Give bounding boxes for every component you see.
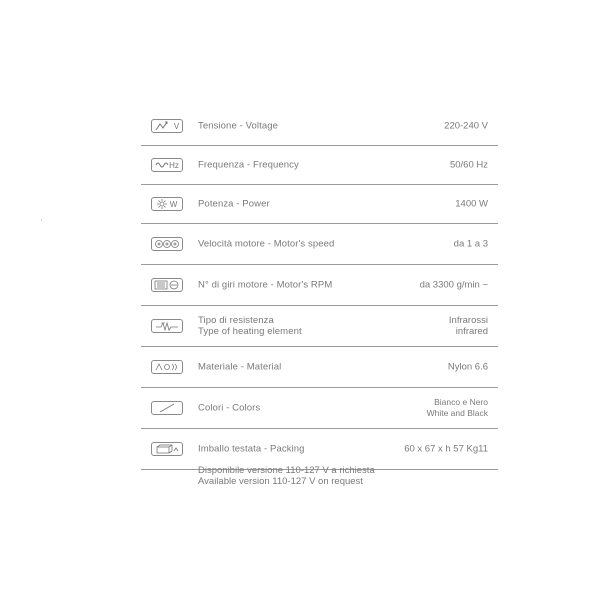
spec-value	[449, 315, 488, 337]
spec-value-line: Infrarossi	[448, 315, 488, 326]
spec-label	[198, 315, 302, 337]
frequency-icon: Hz	[151, 158, 183, 172]
spec-value-line: White and Black	[426, 408, 488, 418]
spec-value: 220-240 V	[444, 120, 488, 132]
spec-label: Materiale - Material	[198, 361, 282, 373]
spec-value	[427, 397, 488, 419]
spec-row-motor-rpm	[141, 265, 498, 306]
spec-row-heating-element	[141, 306, 498, 347]
spec-row-motor-speed	[141, 224, 498, 265]
spec-row-power	[141, 185, 498, 224]
spec-row-voltage	[141, 107, 498, 146]
spec-label: Tensione - Voltage	[198, 120, 278, 132]
packing-icon	[151, 442, 183, 456]
note-line-italian: Disponibile versione 110-127 V a richiesta	[198, 465, 375, 476]
spec-label: Frequenza - Frequency	[198, 159, 299, 171]
availability-note	[198, 465, 375, 487]
motor-rpm-icon	[151, 278, 183, 292]
spec-row-packing	[141, 429, 498, 470]
spec-row-material	[141, 347, 498, 388]
spec-label: Potenza - Power	[198, 198, 270, 210]
spec-value-line: Bianco e Nero	[434, 397, 488, 407]
spec-row-colors	[141, 388, 498, 429]
spec-value: 1400 W	[455, 198, 488, 210]
material-icon	[151, 360, 183, 374]
spec-value: 60 x 67 x h 57 Kg11	[404, 443, 488, 455]
spec-value: da 3300 g/min ~	[419, 279, 488, 291]
spec-value: Nylon 6.6	[447, 361, 488, 373]
spec-label-line: Type of heating element	[198, 326, 302, 337]
heating-element-icon	[151, 319, 183, 333]
motor-speed-icon	[151, 237, 183, 251]
spec-label-line: Tipo di resistenza	[198, 315, 274, 326]
voltage-icon: V	[151, 119, 183, 133]
spec-value: 50/60 Hz	[449, 159, 488, 171]
spec-label: Colori - Colors	[198, 402, 261, 414]
colors-icon	[151, 401, 183, 415]
power-icon: W	[151, 197, 183, 211]
spec-value-line: infrared	[455, 326, 488, 337]
spec-label: N° di giri motore - Motor's RPM	[198, 279, 333, 291]
spec-table	[141, 107, 498, 470]
spec-row-frequency	[141, 146, 498, 185]
spec-value: da 1 a 3	[453, 238, 488, 250]
spec-label: Imballo testata - Packing	[198, 443, 305, 455]
note-line-english: Available version 110-127 V on request	[198, 476, 363, 487]
spec-label: Velocità motore - Motor's speed	[198, 238, 335, 250]
stray-mark	[41, 219, 42, 221]
